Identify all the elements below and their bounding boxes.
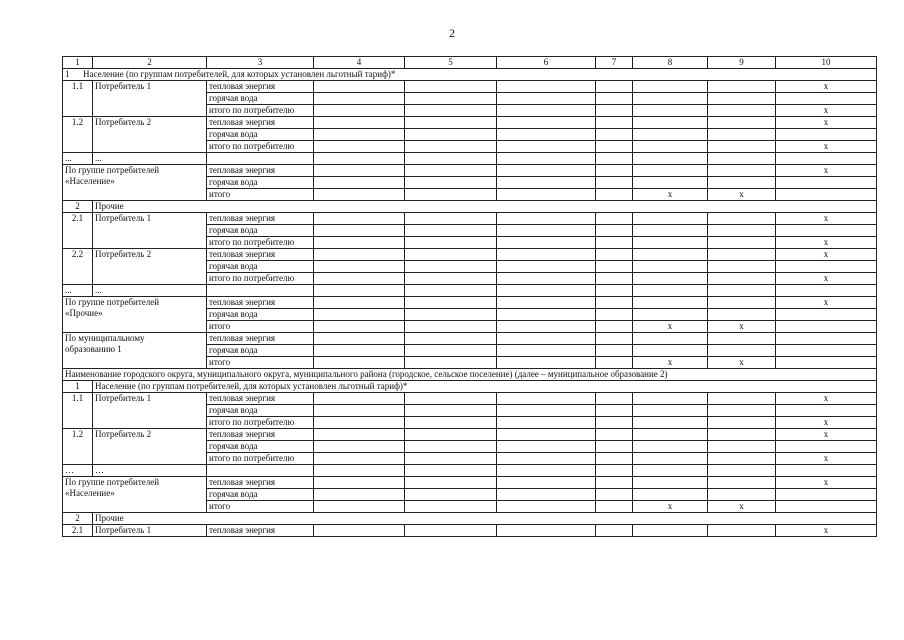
table-row — [63, 393, 877, 405]
x-mark: x — [776, 417, 877, 429]
x-mark: x — [708, 321, 776, 333]
section-heading-row — [63, 201, 877, 213]
tariff-table — [62, 56, 877, 537]
section-number: 2 — [63, 201, 93, 213]
row-number: 1.2 — [63, 429, 93, 465]
consumer-name: Потребитель 2 — [93, 117, 207, 153]
indicator: тепловая энергия — [207, 213, 314, 225]
indicator: тепловая энергия — [207, 477, 314, 489]
section-heading: Прочие — [93, 513, 877, 525]
row-number: 1.2 — [63, 117, 93, 153]
table-row — [63, 333, 877, 345]
section-number: 2 — [63, 513, 93, 525]
indicator: итого — [207, 501, 314, 513]
page-number: 2 — [449, 26, 455, 40]
x-mark: x — [776, 81, 877, 93]
x-mark: x — [708, 189, 776, 201]
section-heading-row — [63, 381, 877, 393]
group-total-label: По группе потребителей «Прочие» — [63, 297, 207, 333]
indicator: горячая вода — [207, 345, 314, 357]
x-mark: x — [633, 501, 708, 513]
indicator: горячая вода — [207, 441, 314, 453]
table-row — [63, 165, 877, 177]
consumer-name: Потребитель 1 — [93, 525, 207, 537]
x-mark: x — [776, 273, 877, 285]
indicator: итого по потребителю — [207, 417, 314, 429]
x-mark: x — [776, 105, 877, 117]
x-mark: x — [776, 117, 877, 129]
municipal-heading: Наименование городского округа, муниципального округа, муниципального района (городское, сельское поселение) (далее – муниципальное образование 2) — [63, 369, 877, 381]
x-mark: x — [776, 453, 877, 465]
indicator: горячая вода — [207, 225, 314, 237]
col-header: 8 — [633, 57, 708, 69]
ellipsis-row — [63, 465, 877, 477]
indicator: тепловая энергия — [207, 165, 314, 177]
x-mark: x — [776, 429, 877, 441]
ellipsis: ... — [93, 153, 207, 165]
indicator: итого — [207, 189, 314, 201]
group-total-label: По группе потребителей «Население» — [63, 477, 207, 513]
x-mark: x — [633, 321, 708, 333]
section-number: 1 — [63, 381, 93, 393]
indicator: тепловая энергия — [207, 117, 314, 129]
x-mark: x — [776, 141, 877, 153]
consumer-name: Потребитель 1 — [93, 213, 207, 249]
x-mark: x — [776, 165, 877, 177]
x-mark: x — [776, 393, 877, 405]
section-heading: 1 Население (по группам потребителей, для которых установлен льготный тариф)* — [63, 69, 877, 81]
indicator: тепловая энергия — [207, 249, 314, 261]
consumer-name: Потребитель 1 — [93, 81, 207, 117]
indicator: итого по потребителю — [207, 105, 314, 117]
table-row — [63, 297, 877, 309]
col-header: 6 — [497, 57, 596, 69]
table-row — [63, 117, 877, 129]
table-row — [63, 477, 877, 489]
col-header: 1 — [63, 57, 93, 69]
indicator: тепловая энергия — [207, 333, 314, 345]
indicator: тепловая энергия — [207, 297, 314, 309]
indicator: горячая вода — [207, 93, 314, 105]
ellipsis: ... — [63, 285, 93, 297]
consumer-name: Потребитель 1 — [93, 393, 207, 429]
col-header: 4 — [314, 57, 405, 69]
table-row — [63, 429, 877, 441]
x-mark: x — [776, 477, 877, 489]
indicator: итого по потребителю — [207, 453, 314, 465]
indicator: горячая вода — [207, 309, 314, 321]
table-row — [63, 525, 877, 537]
col-header: 2 — [93, 57, 207, 69]
indicator: тепловая энергия — [207, 429, 314, 441]
indicator: горячая вода — [207, 129, 314, 141]
x-mark: x — [776, 297, 877, 309]
indicator: итого по потребителю — [207, 273, 314, 285]
ellipsis-row — [63, 153, 877, 165]
col-header: 10 — [776, 57, 877, 69]
indicator: горячая вода — [207, 177, 314, 189]
col-header: 5 — [405, 57, 497, 69]
ellipsis: ... — [63, 153, 93, 165]
indicator: итого по потребителю — [207, 237, 314, 249]
table-row — [63, 81, 877, 93]
col-header: 9 — [708, 57, 776, 69]
x-mark: x — [633, 357, 708, 369]
indicator: итого — [207, 321, 314, 333]
indicator: горячая вода — [207, 261, 314, 273]
municipal-total-label: По муниципальному образованию 1 — [63, 333, 207, 369]
tariff-table-sheet — [62, 56, 876, 537]
section-heading: Население (по группам потребителей, для которых установлен льготный тариф)* — [93, 381, 877, 393]
row-number: 1.1 — [63, 393, 93, 429]
section-heading-row — [63, 69, 877, 81]
ellipsis: … — [93, 465, 207, 477]
indicator: тепловая энергия — [207, 525, 314, 537]
municipal-heading-row — [63, 369, 877, 381]
col-header: 7 — [596, 57, 633, 69]
indicator: итого — [207, 357, 314, 369]
section-heading: Прочие — [93, 201, 877, 213]
ellipsis: … — [63, 465, 93, 477]
indicator: горячая вода — [207, 489, 314, 501]
ellipsis: ... — [93, 285, 207, 297]
indicator: горячая вода — [207, 405, 314, 417]
row-number: 2.1 — [63, 525, 93, 537]
x-mark: x — [776, 237, 877, 249]
row-number: 1.1 — [63, 81, 93, 117]
indicator: тепловая энергия — [207, 81, 314, 93]
x-mark: x — [776, 249, 877, 261]
col-header: 3 — [207, 57, 314, 69]
table-row — [63, 249, 877, 261]
consumer-name: Потребитель 2 — [93, 249, 207, 285]
column-number-row — [63, 57, 877, 69]
indicator: итого по потребителю — [207, 141, 314, 153]
section-heading-row — [63, 513, 877, 525]
x-mark: x — [708, 357, 776, 369]
group-total-label: По группе потребителей «Население» — [63, 165, 207, 201]
indicator: тепловая энергия — [207, 393, 314, 405]
x-mark: x — [776, 525, 877, 537]
x-mark: x — [776, 213, 877, 225]
x-mark: x — [708, 501, 776, 513]
row-number: 2.2 — [63, 249, 93, 285]
table-row — [63, 213, 877, 225]
ellipsis-row — [63, 285, 877, 297]
x-mark: x — [633, 189, 708, 201]
row-number: 2.1 — [63, 213, 93, 249]
consumer-name: Потребитель 2 — [93, 429, 207, 465]
